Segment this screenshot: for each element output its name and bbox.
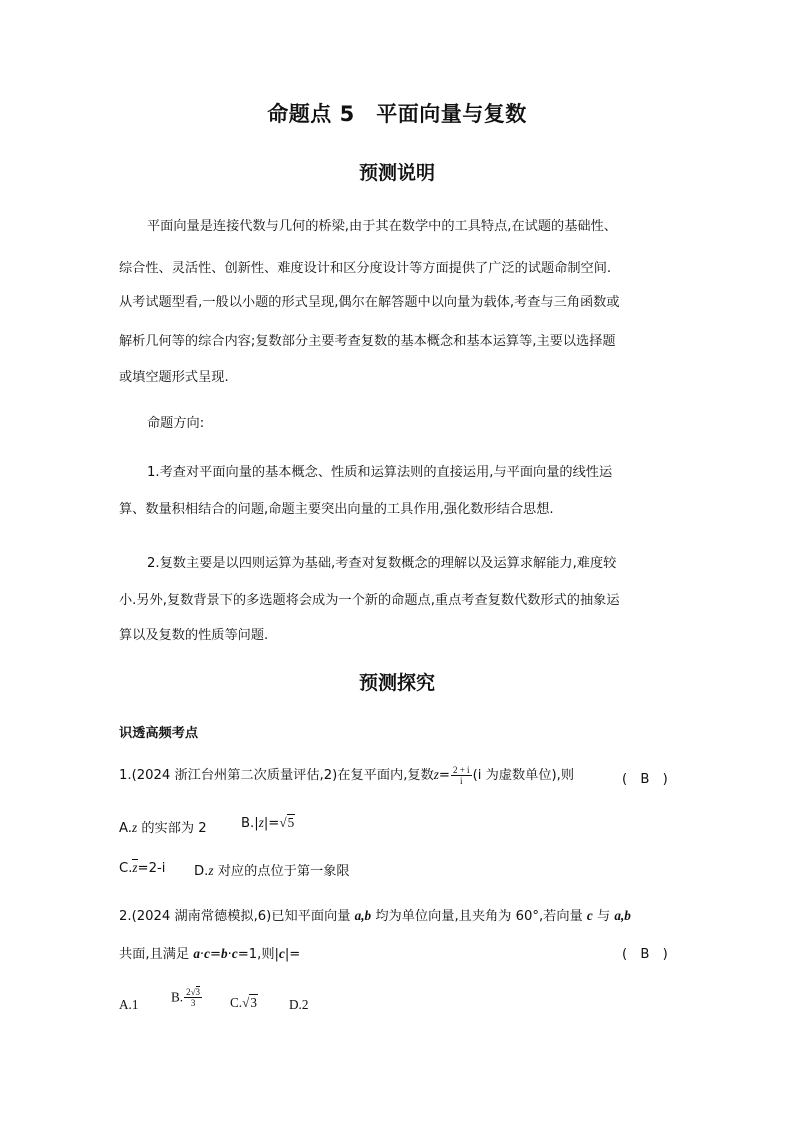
question-1-stem [119,763,574,788]
q1-option-b-mid: |= [263,816,280,831]
direction-2-line-3: 算以及复数的性质等问题. [119,628,269,643]
q2-expr-c-1: c [204,946,210,961]
q1-option-b-z: z [258,815,264,830]
q2-expr-c-3: c [278,946,285,961]
q2-vectors-ab-2: a,b [614,908,631,923]
q2-vector-c: c [586,908,593,923]
q1-stem-suffix: (i 为虚数单位),则 [472,768,575,783]
subheading-key-points: 识透高频考点 [119,726,199,741]
q1-option-a-z: z [131,820,138,835]
q1-option-b-prefix: B.| [241,816,259,831]
direction-1-line-1: 1.考查对平面向量的基本概念、性质和运算法则的直接运用,与平面向量的线性运 [147,465,613,480]
q2-option-d: D.2 [289,997,309,1012]
q1-option-a-prefix: A. [119,821,132,836]
question-1-answer: ( B ) [622,772,668,787]
q1-option-a-text: 的实部为 2 [137,821,207,836]
q1-fraction [451,765,472,786]
question-2-line-2 [119,943,300,962]
direction-2-line-2: 小.另外,复数背景下的多选题将会成为一个新的命题点,重点考查复数代数形式的抽象运 [119,593,620,608]
q2-option-b [171,987,203,1008]
q2-line-2-suffix: |= [284,947,301,962]
q2-option-c [230,995,258,1011]
q2-option-b-fraction [184,987,202,1008]
q2-line-1-and: 与 [592,909,615,924]
q1-option-d [194,860,350,879]
q2-option-b-numerator-coef: 2 [186,987,191,997]
q2-option-b-numerator: 2√3 [186,987,201,997]
q1-fraction-denominator: i [460,775,463,786]
q2-option-b-prefix: B. [171,989,184,1005]
q1-var-z: z [433,767,439,782]
q1-option-d-prefix: D. [194,864,209,879]
section-heading-prediction-notes: 预测说明 [358,162,435,184]
q2-option-a: A.1 [119,997,139,1012]
section-heading-prediction-exploration: 预测探究 [358,672,435,694]
question-2-answer: ( B ) [622,947,668,962]
q2-option-c-prefix: C. [230,995,243,1010]
q2-line-2-mid: =1,则| [237,947,279,962]
q2-option-b-numerator-radicand: 3 [195,987,201,997]
q2-expr-c-2: c [231,946,238,961]
q1-option-b-radicand: 5 [287,815,295,830]
q1-option-d-z: z [208,863,214,878]
intro-line-3: 从考试题型看,一般以小题的形式呈现,偶尔在解答题中以向量为载体,考查与三角函数或 [119,295,620,310]
intro-line-4: 解析几何等的综合内容;复数部分主要考查复数的基本概念和基本运算等,主要以选择题 [119,334,616,349]
q1-fraction-numerator: 2 + i [452,764,470,775]
q1-option-a [119,817,207,836]
intro-line-5: 或填空题形式呈现. [119,370,229,385]
intro-line-1: 平面向量是连接代数与几何的桥梁,由于其在数学中的工具特点,在试题的基础性、 [147,219,617,234]
q2-equals-1: = [209,947,222,962]
direction-label: 命题方向: [147,416,205,431]
q2-line-2-prefix: 共面,且满足 [119,947,194,962]
intro-line-2: 综合性、灵活性、创新性、难度设计和区分度设计等方面提供了广泛的试题命制空间. [119,261,612,276]
q2-expr-a: a [193,946,200,961]
direction-2-line-1: 2.复数主要是以四则运算为基础,考查对复数概念的理解以及运算求解能力,难度较 [147,556,617,571]
q1-option-c-text: =2-i [137,861,166,876]
q2-line-1-mid: 均为单位向量,且夹角为 60°,若向量 [371,909,587,924]
q2-option-c-radicand: 3 [250,995,257,1010]
q1-option-d-text: 对应的点位于第一象限 [213,864,350,879]
direction-1-line-2: 算、数量积相结合的问题,命题主要突出向量的工具作用,强化数形结合思想. [119,502,554,517]
q1-option-c-prefix: C. [119,861,133,876]
q1-equals: = [438,768,450,783]
q2-dot-2: · [227,947,232,962]
q1-option-b [241,815,295,831]
q1-stem-prefix: 1.(2024 浙江台州第二次质量评估,2)在复平面内,复数 [119,768,434,783]
q1-option-c-zbar: z [132,860,138,875]
q2-dot-1: · [199,947,205,962]
q2-line-1-prefix: 2.(2024 湖南常德模拟,6)已知平面向量 [119,909,355,924]
q2-option-c-sqrt: √3 [242,995,257,1010]
q1-option-b-sqrt: √5 [279,815,295,830]
question-2-line-1 [119,905,631,924]
q2-vectors-ab: a,b [354,908,372,923]
q2-option-b-denominator: 3 [190,998,196,1008]
page-title: 命题点 5 平面向量与复数 [267,102,527,126]
q1-option-c [119,860,165,876]
q2-expr-b: b [221,946,228,961]
